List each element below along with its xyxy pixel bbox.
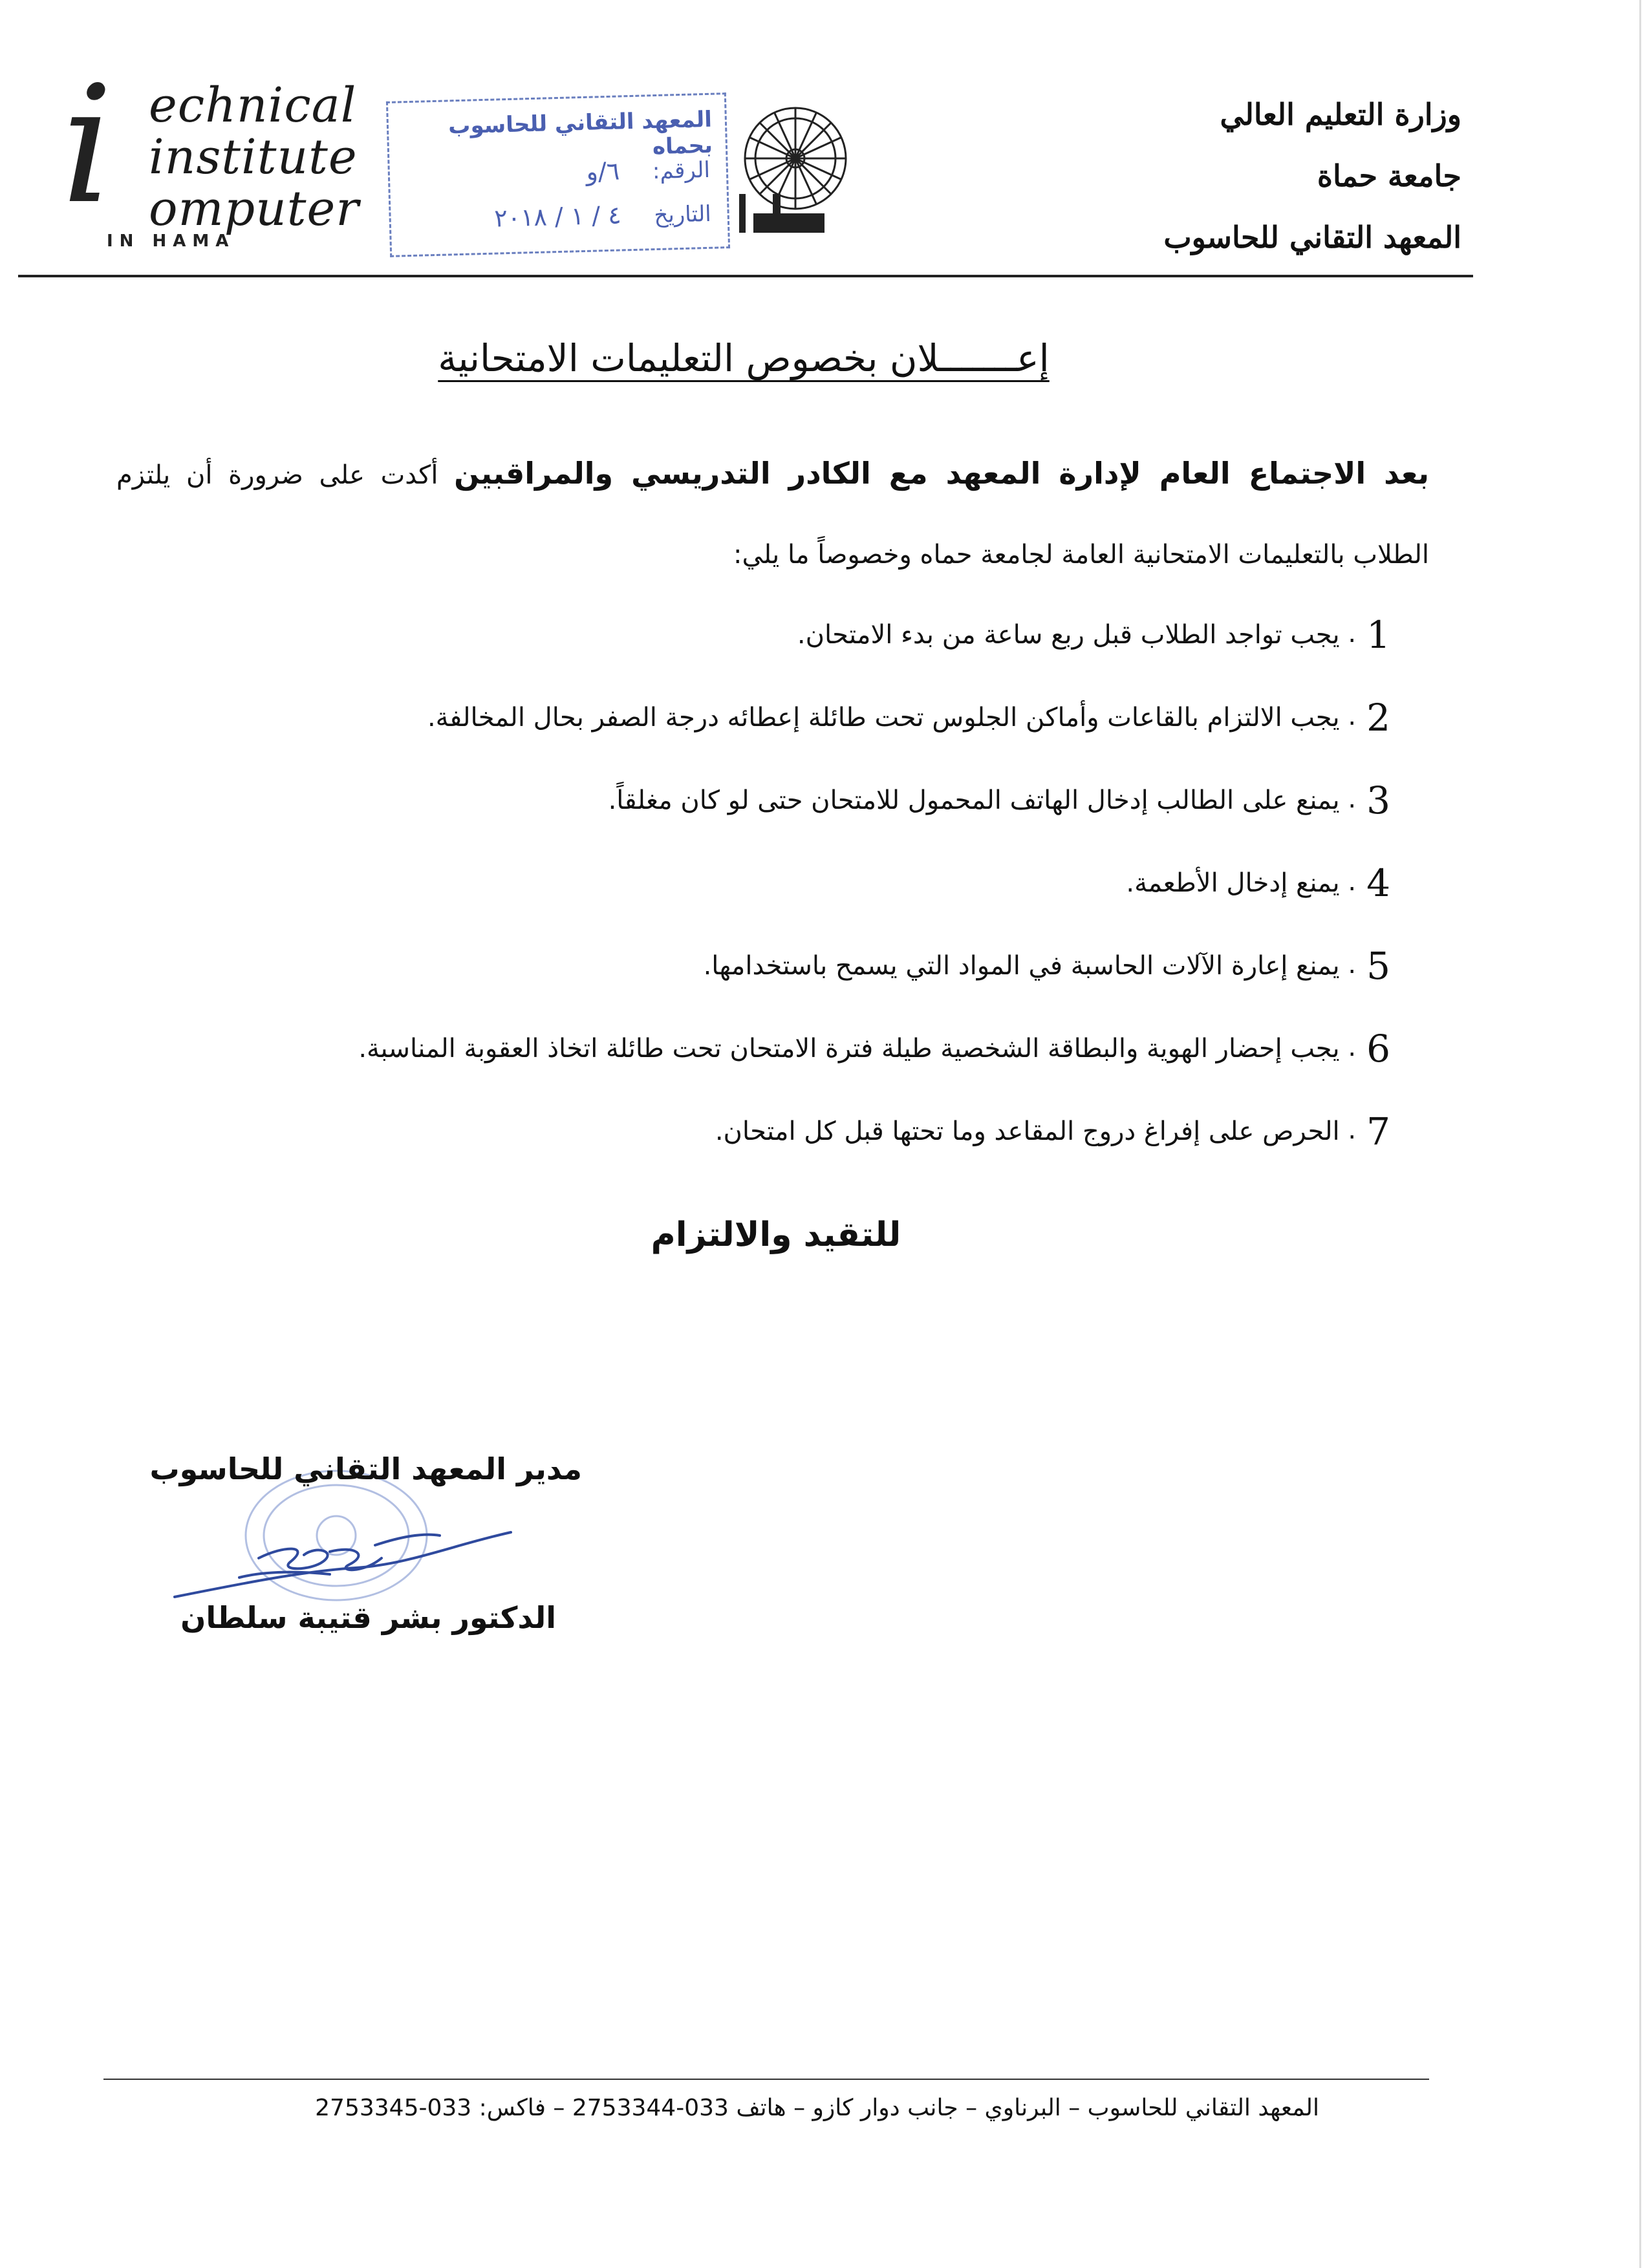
stamp-date-value: ٤ / ١ / ٢٠١٨ xyxy=(493,200,622,233)
rule-number: 2 xyxy=(1366,696,1390,740)
rule-text: يمنع إعارة الآلات الحاسبة في المواد التي يسمح باستخدامها. xyxy=(703,951,1340,981)
stamp-title: المعهد التقاني للحاسوب بحماه xyxy=(447,106,713,160)
rule-text: يمنع إدخال الأطعمة. xyxy=(1126,868,1340,898)
rule-item: 2. يجب الالتزام بالقاعات وأماكن الجلوس تحت طائلة إعطائه درجة الصفر بحال المخالفة. xyxy=(427,696,1390,740)
closing-line: للتقيد والالتزام xyxy=(651,1215,901,1254)
rule-text: الحرص على إفراغ دروج المقاعد وما تحتها قبل كل امتحان. xyxy=(715,1117,1340,1146)
rule-item: 5. يمنع إعارة الآلات الحاسبة في المواد التي يسمح باستخدامها. xyxy=(703,944,1390,988)
intro-line-1 xyxy=(116,456,1429,491)
reference-stamp xyxy=(386,92,730,257)
rule-item: 1. يجب تواجد الطلاب قبل ربع ساعة من بدء الامتحان. xyxy=(797,613,1390,657)
ministry-line-1: وزارة التعليم العالي xyxy=(1220,97,1461,132)
scan-edge xyxy=(1639,0,1641,2268)
handwritten-signature xyxy=(162,1506,524,1610)
ministry-header xyxy=(1163,84,1461,268)
signatory-title: مدير المعهد التقاني للحاسوب xyxy=(149,1451,582,1486)
rules-list xyxy=(162,611,1390,1190)
rule-number: 7 xyxy=(1366,1109,1390,1153)
logo-line-institute: institute xyxy=(149,129,358,185)
institute-logo xyxy=(61,51,398,265)
rule-text: يجب الالتزام بالقاعات وأماكن الجلوس تحت طائلة إعطائه درجة الصفر بحال المخالفة. xyxy=(427,703,1340,733)
rule-number: 1 xyxy=(1366,613,1390,657)
signatory-name: الدكتور بشر قتيبة سلطان xyxy=(180,1600,556,1635)
stamp-date-row xyxy=(494,198,712,233)
footer-divider xyxy=(103,2079,1429,2080)
rule-number: 5 xyxy=(1366,944,1390,988)
logo-subtitle: IN HAMA xyxy=(107,231,235,251)
intro-rest: أكدت على ضرورة أن يلتزم xyxy=(116,460,455,490)
stamp-number-row xyxy=(586,155,710,186)
rule-number: 3 xyxy=(1366,778,1390,822)
intro-line-2: الطلاب بالتعليمات الامتحانية العامة لجامعة حماه وخصوصاً ما يلي: xyxy=(733,540,1429,570)
intro-bold: بعد الاجتماع العام لإدارة المعهد مع الكادر التدريسي والمراقبين xyxy=(454,456,1429,491)
announcement-title: إعـــــــلان بخصوص التعليمات الامتحانية xyxy=(438,336,1050,380)
logo-initial: i xyxy=(61,51,113,239)
ministry-line-3: المعهد التقاني للحاسوب xyxy=(1163,220,1461,255)
stamp-date-label: التاريخ xyxy=(653,200,712,229)
logo-line-computer: omputer xyxy=(149,181,360,237)
rule-item: 6. يجب إحضار الهوية والبطاقة الشخصية طيلة فترة الامتحان تحت طائلة اتخاذ العقوبة المناسبة. xyxy=(358,1027,1390,1071)
stamp-number-label: الرقم: xyxy=(652,156,711,185)
rule-text: يمنع على الطالب إدخال الهاتف المحمول للامتحان حتى لو كان مغلقاً. xyxy=(608,786,1340,815)
logo-line-technical: echnical xyxy=(149,78,357,133)
rule-item: 3. يمنع على الطالب إدخال الهاتف المحمول للامتحان حتى لو كان مغلقاً. xyxy=(608,778,1390,822)
rule-text: يجب تواجد الطلاب قبل ربع ساعة من بدء الامتحان. xyxy=(797,620,1340,650)
stamp-number-value: ٦/و xyxy=(586,156,620,186)
rule-number: 6 xyxy=(1366,1027,1390,1071)
footer-contact: المعهد التقاني للحاسوب – البرناوي – جانب دوار كازو – هاتف 033-2753344 – فاكس: 033-2753345 xyxy=(315,2095,1319,2121)
rule-number: 4 xyxy=(1366,861,1390,905)
university-logo xyxy=(734,97,847,252)
rule-item: 4. يمنع إدخال الأطعمة. xyxy=(1126,861,1390,905)
header-divider xyxy=(18,275,1473,277)
ministry-line-2: جامعة حماة xyxy=(1317,158,1461,193)
rule-item: 7. الحرص على إفراغ دروج المقاعد وما تحتها قبل كل امتحان. xyxy=(715,1109,1390,1153)
rule-text: يجب إحضار الهوية والبطاقة الشخصية طيلة فترة الامتحان تحت طائلة اتخاذ العقوبة المناسبة. xyxy=(358,1034,1340,1064)
